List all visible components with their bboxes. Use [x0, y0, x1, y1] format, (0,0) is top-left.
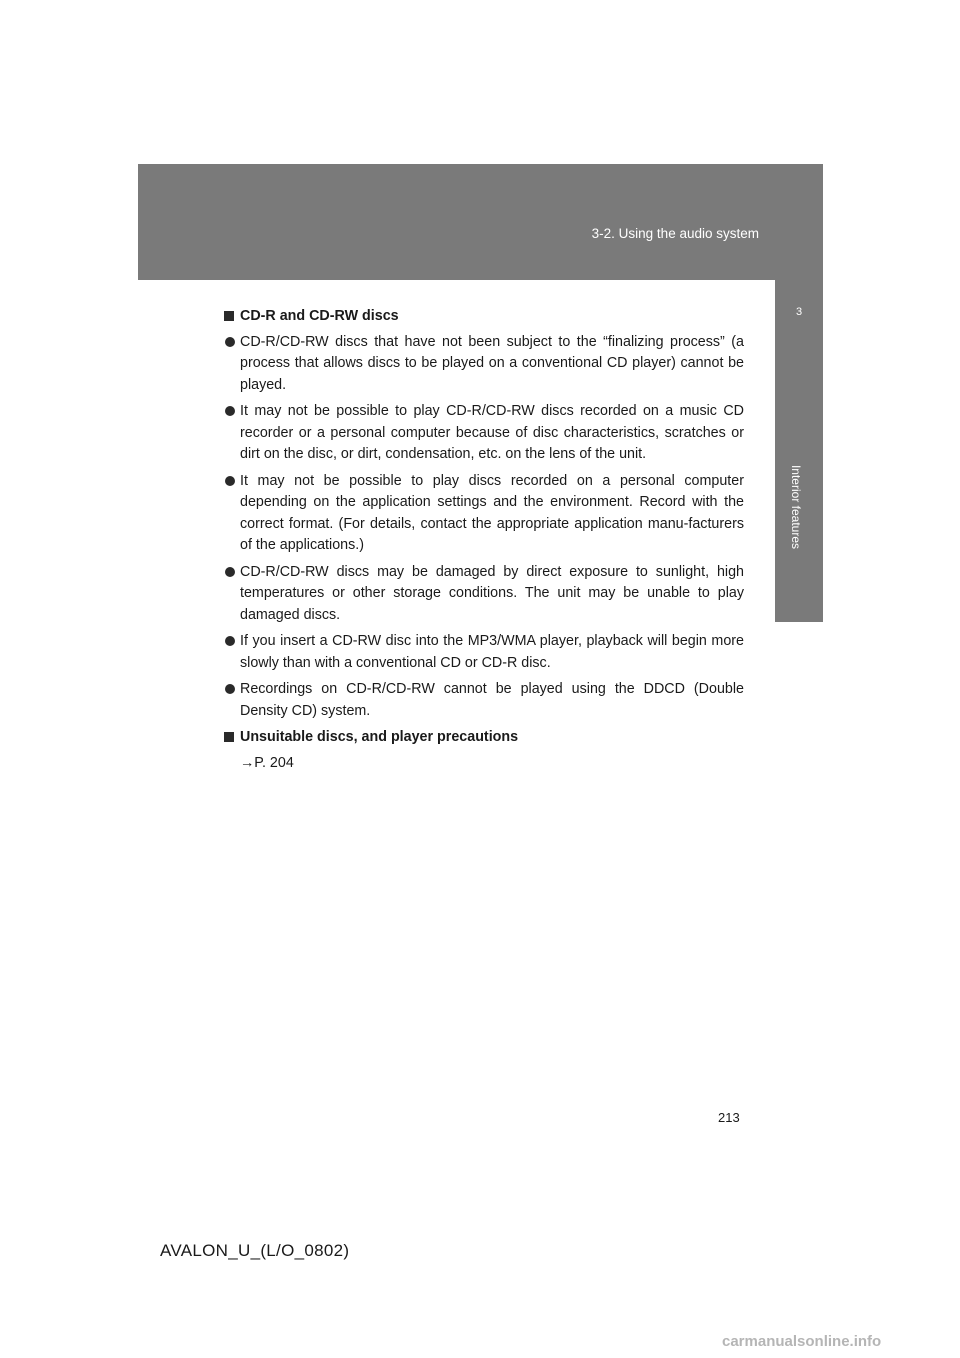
section-heading-cd-r [224, 306, 744, 328]
square-bullet-icon [224, 311, 234, 321]
circle-bullet-icon [225, 476, 235, 486]
list-item [224, 631, 744, 674]
section-title: 3-2. Using the audio system [591, 226, 759, 241]
list-item [224, 471, 744, 557]
list-item-text: CD-R/CD-RW discs that have not been subject to the “finalizing process” (a process that allows discs to be played on a conventional CD player) cannot be played. [240, 333, 744, 393]
page-number: 213 [718, 1110, 740, 1125]
watermark: carmanualsonline.info [722, 1333, 882, 1350]
list-item [224, 562, 744, 627]
section-heading-unsuitable-discs [224, 727, 744, 749]
list-item-text: Recordings on CD-R/CD-RW cannot be played using the DDCD (Double Density CD) system. [240, 681, 744, 719]
list-item-text: CD-R/CD-RW discs may be damaged by direct exposure to sunlight, high temperatures or other storage conditions. The unit may be unable to play damaged discs. [240, 563, 744, 623]
list-item [224, 332, 744, 397]
header-band [138, 164, 823, 280]
page-reference-link[interactable]: →P. 204 [240, 754, 294, 771]
bullet-list [224, 332, 744, 723]
document-code: AVALON_U_(L/O_0802) [160, 1241, 350, 1260]
chapter-side-tab [775, 280, 823, 622]
circle-bullet-icon [225, 337, 235, 347]
list-item-text: It may not be possible to play CD-R/CD-RW discs recorded on a music CD recorder or a personal computer because of disc characteristics, scratches or dirt on the disc, or dirt, condensation, etc. on the lens of the unit. [240, 403, 744, 462]
page-content [224, 306, 744, 774]
list-item-text: If you insert a CD-RW disc into the MP3/WMA player, playback will begin more slowly than with a conventional CD or CD-R disc. [240, 633, 744, 671]
square-bullet-icon [224, 732, 234, 742]
list-item [224, 679, 744, 722]
list-item [224, 401, 744, 466]
list-item-text: It may not be possible to play discs recorded on a personal computer depending on the application settings and the environment. Record with the correct format. (For details, contact the appropriate application manu-facturers of the applications.) [240, 472, 744, 553]
circle-bullet-icon [225, 406, 235, 416]
section-heading-text: CD-R and CD-RW discs [240, 308, 399, 324]
circle-bullet-icon [225, 567, 235, 577]
circle-bullet-icon [225, 636, 235, 646]
section-heading-text: Unsuitable discs, and player precautions [240, 729, 519, 745]
chapter-label: Interior features [789, 464, 803, 550]
circle-bullet-icon [225, 684, 235, 694]
chapter-number: 3 [795, 306, 803, 318]
